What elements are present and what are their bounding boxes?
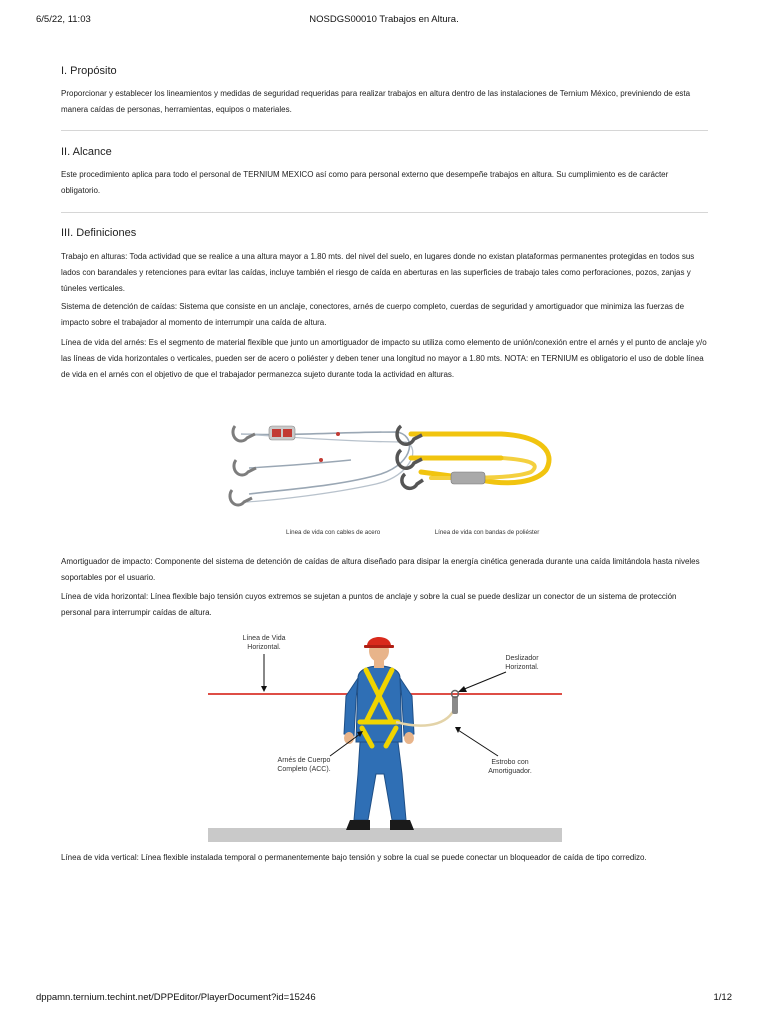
print-footer: [36, 992, 732, 1006]
definition-linea-vida-vertical: Línea de vida vertical: Línea flexible instalada temporal o permanentemente bajo tensión y sobre la cual se puede conectar un bloqueador de caída de tipo corredizo.: [61, 853, 647, 862]
ground: [208, 828, 562, 842]
horizontal-slider-device: [452, 696, 458, 714]
caption-polyester-lanyard: Línea de vida con bandas de poliéster: [434, 529, 540, 536]
label-slider-line1: Deslizador: [505, 655, 539, 662]
definition-sistema-deteccion: Sistema de detención de caídas: Sistema que consiste en un anclaje, conectores, arnés de cuerpo completo, cuerdas de seguridad y amortiguador que minimiza las fuerzas de impacto sobre el trabajador al momento de interrumpir una caída de altura.: [61, 302, 685, 327]
arrow-strap: [458, 730, 498, 756]
section-divider: [61, 130, 708, 131]
steel-cable-lanyard-image: [230, 426, 413, 505]
label-lifeline-line2: Horizontal.: [247, 644, 281, 651]
page-number: 1/12: [713, 992, 732, 1003]
polyester-lanyard-image: [397, 426, 549, 488]
arrow-slider: [462, 672, 506, 690]
print-header: [36, 14, 732, 28]
definition-trabajo-en-alturas: Trabajo en alturas: Toda actividad que se realice a una altura mayor a 1.80 mts. del nivel del suelo, en lugares donde no existan plataformas permanentes protegidas en todos sus lados con barandales y retenciones para evitar las caídas, incluye también el riesgo de caída en aberturas en las superficies de trabajo tales como perforaciones, pozos, zanjas y túneles verticales.: [61, 252, 695, 293]
section-heading-definiciones: III. Definiciones: [61, 227, 137, 239]
print-date: 6/5/22, 11:03: [36, 14, 91, 25]
label-harness-line2: Completo (ACC).: [277, 766, 331, 773]
definition-amortiguador: Amortiguador de impacto: Componente del sistema de detención de caídas de altura diseñado para disipar la energía cinética generada durante una caída limitándola hasta niveles soportables por el usuario.: [61, 557, 700, 582]
section-heading-proposito: I. Propósito: [61, 65, 117, 77]
label-harness-line1: Arnés de Cuerpo: [277, 757, 331, 764]
definition-linea-vida-arnes: Línea de vida del arnés: Es el segmento de material flexible que junto un amortiguador de impacto su utiliza como elemento de unión/conexión entre el arnés y el punto de anclaje y/o las líneas de vida horizontales o verticales, pueden ser de acero o poliéster y deben tener una longitud no mayor a 1.80 mts. NOTA: en TERNIUM es obligatorio el uso de doble línea de vida en el arnés con el objetivo de que el trabajador permanezca sujeto durante toda la actividad en alturas.: [61, 338, 707, 379]
document-url: dppamn.ternium.techint.net/DPPEditor/PlayerDocument?id=15246: [36, 992, 316, 1003]
section-heading-alcance: II. Alcance: [61, 146, 112, 158]
label-strap-line1: Estrobo con: [491, 759, 529, 766]
caption-steel-lanyard: Línea de vida con cables de acero: [286, 529, 381, 536]
section-text-proposito: Proporcionar y establecer los lineamientos y medidas de seguridad requeridas para realizar trabajos en altura dentro de las instalaciones de Ternium México, previniendo de esta manera caídas de personas, herramientas, equipos o materiales.: [61, 89, 691, 114]
label-slider-line2: Horizontal.: [505, 664, 539, 671]
label-strap-line2: Amortiguador.: [488, 768, 532, 775]
section-divider: [61, 212, 708, 213]
definition-linea-vida-horizontal: Línea de vida horizontal: Línea flexible bajo tensión cuyos extremos se sujetan a puntos de anclaje y sobre la cual se puede deslizar un conector de un sistema de protección personal para interrumpir caídas de altura.: [61, 592, 677, 617]
section-text-alcance: Este procedimiento aplica para todo el personal de TERNIUM MEXICO así como para personal externo que desempeñe trabajos en altura. Su cumplimiento es de carácter obligatorio.: [61, 170, 669, 195]
document-title: NOSDGS00010 Trabajos en Altura.: [309, 14, 459, 25]
lanyards-figure: [211, 412, 561, 542]
label-lifeline-line1: Línea de Vida: [242, 635, 286, 642]
horizontal-lifeline-figure: [208, 624, 562, 842]
